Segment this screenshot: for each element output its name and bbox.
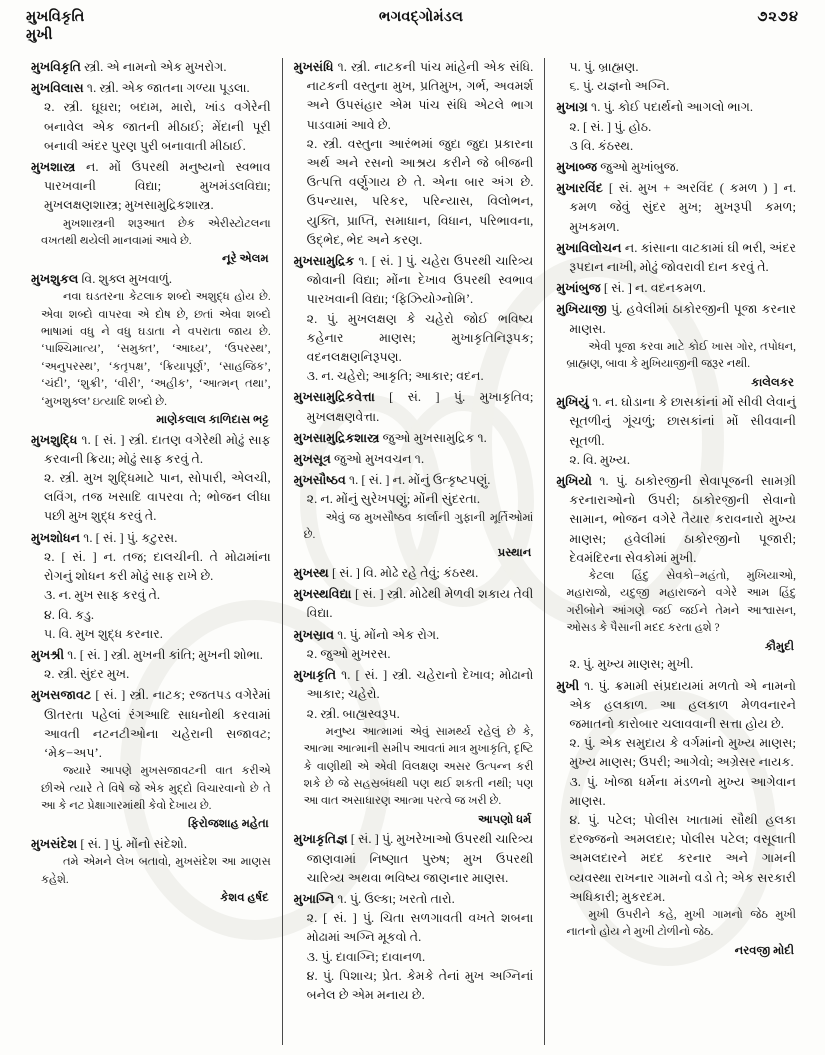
entry-sense-line: ૨. સ્ત્રી. બાહ્યસ્વરૂપ. bbox=[306, 706, 400, 721]
entry-headword-line: મુખી ૧. પું. ક્રમામી સંપ્રદાયમાં મળતો એ નામનો એક હલકાળ. આ હલકાળ મેળવનારને જમાતનો કારોબાર ચલાવવાની સત્તા હોય છે. bbox=[556, 678, 797, 731]
running-head-left-line2: મુખી bbox=[26, 27, 53, 44]
entry-headword-line: મુખશ્રી ૧. [ સં. ] સ્ત્રી. મુખની કાંતિ; મુખની શોભા. bbox=[31, 647, 263, 662]
dictionary-entry bbox=[294, 471, 534, 562]
headword: મુખાવિલોચન bbox=[556, 240, 622, 255]
headword: મુખસ્રાવ bbox=[293, 627, 335, 642]
running-head bbox=[0, 8, 825, 54]
headword: મુખસામુદ્રિક bbox=[293, 254, 355, 269]
headword: મુખાકૃતિજ્ઞ bbox=[293, 832, 348, 847]
dictionary-entry bbox=[294, 388, 534, 426]
running-head-left bbox=[26, 8, 85, 44]
entry-sense-line: ૪. વિ. કડુ. bbox=[44, 607, 95, 622]
entry-citation: એવું જ મુખસૌષ્ઠવ કાર્લાની ગુફાની મૂર્તિઓમાં છે. bbox=[303, 511, 534, 542]
entry-sense-line: ૨. [ સં. ] ન. તજ; દાલચીની. તે મોઢામાંના રોગનું શોધન કરી મોઢું સાફ રાખે છે. bbox=[44, 549, 271, 584]
column-container bbox=[0, 58, 825, 1045]
dictionary-entry bbox=[556, 393, 796, 470]
entry-headword-line: મુખશુદ્ધિ ૧. [ સં. ] સ્ત્રી. દાતણ વગેરેથી મોઢું સાફ કરવાની ક્રિયા; મોઢું સાફ કરવું તે. bbox=[31, 432, 271, 466]
dictionary-entry bbox=[31, 79, 271, 156]
dictionary-entry bbox=[294, 666, 534, 828]
headword: મુખિયો bbox=[556, 474, 592, 489]
headword: મુખસામુદ્રિકશાસ્ત્ર bbox=[293, 430, 380, 445]
entry-sense-line: ૫. પું. બ્રાહ્મણ. bbox=[569, 60, 639, 74]
dictionary-entry bbox=[556, 677, 796, 960]
citation-attribution: પ્રસ્થાન bbox=[497, 546, 532, 560]
headword: મુખિયાજી bbox=[556, 302, 607, 317]
headword: મુખશ્રી bbox=[31, 647, 65, 662]
entry-sense-line: ૩. પું. ખોજા ધર્મના મંડળનો મુખ્ય આગેવાન માણસ. bbox=[569, 774, 797, 808]
entry-sense-line: ૨. પું. મુખલક્ષણ કે ચહેરો જોઈ ભવિષ્ય કહેનાર માણસ; મુખાકૃતિનિરૂપક; વદનલક્ષણનિરૂપણ. bbox=[306, 311, 534, 365]
dictionary-entry bbox=[31, 686, 271, 833]
entry-sense-line: ૨. ન. મોંનું સુરેખપણું; મોંની સુંદરતા. bbox=[306, 492, 480, 507]
citation-attribution: ફિરોજશાહ મહેતા bbox=[188, 817, 269, 831]
dictionary-entry bbox=[31, 835, 271, 907]
entry-citation: કેટલા હિંદુ સેવકો−મહંતો, મુખિયાઓ, મહારાજો, યદુજી મહારાજને વગેરે આમ હિંદુ ગરીબોને આંગણે જઈ જઈને તેમને આશ્વાસન, ઓસડ કે પૈસાની મદદ કરતા હશે ? bbox=[566, 570, 797, 635]
entry-sense-line: ૩. ન. મુખ સાફ કરવું તે. bbox=[44, 588, 161, 603]
entry-sense-line: ૨. વિ. મુખ્ય. bbox=[569, 452, 631, 467]
headword: મુખશુકલ bbox=[31, 272, 79, 287]
entry-citation: મનુષ્ય આત્મામાં એવું સામર્થ્ય રહેલું છે કે, આત્મા આત્માની સમીપ આવતાં માત્ર મુખાકૃતિ, દૃષ્ટિ કે વાણીથી એ એવી વિલક્ષણ અસર ઉત્પન્ન કરી શકે છે જે સહસ્રબંધથી પણ થઈ શકતી નથી; પણ આ વાત અસાધારણ આત્મા પરત્વે જ ખરી છે. bbox=[303, 725, 534, 808]
entry-citation: જ્યારે આપણે મુખસજાવટની વાત કરીએ છીએ ત્યારે તે વિષે જે એક મુદ્દો વિચારવાનો છે તે આ કે નટ પ્રેક્ષાગારમાંથી કેવો દેખાય છે. bbox=[41, 765, 271, 812]
headword: મુખાગ્ર bbox=[556, 100, 588, 115]
entry-headword-line: મુખસંદેશ [ સં. ] પું. મોંનો સંદેશો. bbox=[31, 836, 187, 851]
entry-sense-line: ૪. પું. પટેલ; પોલીસ ખાતામાં સૌથી હલકા દરજ્જનો અમલદાર; પોલીસ પટેલ; વસૂલાતી અમલદારને મદદ કરનાર અને ગામની વ્યવસ્થા રાખનાર ગામનો વડો તે; એક સરકારી અધિકારી; મુકરદમ. bbox=[569, 812, 797, 904]
dictionary-entry bbox=[556, 472, 796, 674]
headword: મુખારવિંદ bbox=[556, 181, 603, 196]
headword: મુખાકૃતિ bbox=[293, 668, 337, 683]
headword: મુખસજાવટ bbox=[31, 688, 92, 703]
dictionary-entry bbox=[31, 529, 271, 644]
citation-attribution: કૌમુદી bbox=[764, 639, 795, 653]
headword: મુખસૂત્ર bbox=[293, 452, 331, 467]
entry-sense-line: ૨. [ સં. ] પું. ચિતા સળગાવતી વખતે શબના મોઢામાં અગ્નિ મૂકવો તે. bbox=[306, 911, 534, 945]
headword: મુખાંબુજ bbox=[556, 281, 601, 296]
dictionary-entry bbox=[294, 252, 534, 386]
dictionary-entry bbox=[31, 270, 271, 429]
dictionary-entry bbox=[294, 585, 534, 623]
running-head-title: ભગવદ્ગોમંડલ bbox=[378, 9, 464, 25]
entry-headword-line: મુખિયો ૧. પું. ઠાકોરજીની સેવાપૂજની સામગ્રી કરનારાઓનો ઉપરી; ઠાકોરજીની સેવાનો સામાન, ભોજન વગેરે તૈયાર કરાવનારો મુખ્ય માણસ; હવેલીમાં ઠાકોરજીનો પૂજારી; દેવમંદિરના સેવકોમાં મુખી. bbox=[556, 474, 797, 565]
text-column-1 bbox=[20, 58, 282, 1045]
entry-sense-line: ૫. વિ. મુખ શુદ્ધ કરનાર. bbox=[44, 626, 163, 641]
citation-attribution: આપણો ધર્મ bbox=[478, 812, 532, 826]
dictionary-entry bbox=[31, 58, 271, 77]
entry-headword-line: મુખસામુદ્રિકશાસ્ત્ર જુઓ મુખસામુદ્રિક ૧. bbox=[293, 430, 487, 445]
entry-headword-line: મુખશાસ્ત્ર ન. મોં ઉપરથી મનુષ્યનો સ્વભાવ પારખવાની વિદ્યા; મુખમંડલવિદ્યા; મુખલક્ષણશાસ્ત્ર; મુખસામુદ્રિકશાસ્ત્ર. bbox=[31, 160, 271, 213]
dictionary-entry bbox=[294, 626, 534, 664]
running-head-left-line1: મુખવિકૃતિ bbox=[26, 9, 85, 25]
headword: મુખશોધન bbox=[31, 530, 81, 545]
dictionary-entry bbox=[556, 279, 796, 298]
entry-citation: નવા ઘડતરના કેટલાક શબ્દો અશુદ્ધ હોય છે. એવા શબ્દો વાપરવા એ દોષ છે, છતાં એવા શબ્દો ભાષામાં વધુ ને વધુ ઘડાતા ને વપરાતા જાય છે. ‘પાશ્ચિમાત્ય’, ‘સમુક્ત’, ‘આઘ્ય’, ‘ઉપરસ્થ’, ‘અનુપરસ્થ’, ‘કતૃપક્ષ’, ‘ક્રિયાપૂર્ણ’, ‘સાહજિક’, ‘ચંદી’, ‘શુક્રી’, ‘વીરી’, ‘અહીક’, ‘આત્મન્ તથા’, ‘મુખશુક્લ’ ઇત્યાદિ શબ્દો છે. bbox=[41, 291, 271, 408]
entry-headword-line: મુખાવિલોચન ન. કાંસાના વાટકામાં ઘી ભરી, અંદર રૂપદાન નાખી, મોઢું જોવરાવી દાન કરવું તે. bbox=[556, 240, 797, 275]
entry-headword-line: મુખાંબુજ [ સં. ] ન. વદનકમળ. bbox=[556, 281, 706, 296]
headword: મુખસૌષ્ઠવ bbox=[293, 473, 346, 488]
entry-sense-line: ૩ વિ. કંઠસ્થ. bbox=[569, 138, 634, 153]
entry-headword-line: મુખસંધિ ૧. સ્ત્રી. નાટકની પાંચ માંહેની એક સંધિ. નાટકની વસ્તુના મુખ, પ્રતિમુખ, ગર્ભ, અવમર્શ અને ઉપસંહાર એમ પાંચ સંધિ એટલે ભાગ પાડવામાં આવે છે. bbox=[293, 60, 534, 132]
dictionary-entry bbox=[31, 646, 271, 684]
entry-headword-line: મુખશુકલ વિ. શુક્લ મુખવાળું. bbox=[31, 272, 172, 287]
headword: મુખસ્થ bbox=[293, 566, 329, 581]
dictionary-entry bbox=[294, 429, 534, 448]
entry-headword-line: મુખારવિંદ [ સં. મુખ + અરવિંદ ( કમળ ) ] ન. કમળ જેવું સુંદર મુખ; મુખરૂપી કમળ; મુખકમળ. bbox=[556, 181, 797, 234]
headword: મુખશાસ્ત્ર bbox=[31, 160, 76, 175]
headword: મુખસામુદ્રિકવેત્તા bbox=[293, 390, 375, 405]
dictionary-entry bbox=[556, 179, 796, 237]
headword: મુખસ્થવિદ્યા bbox=[293, 587, 352, 602]
entry-headword-line: મુખસામુદ્રિકવેત્તા [ સં. ] પું. મુખાકૃતિવ; મુખલક્ષણવેત્તા. bbox=[293, 390, 534, 424]
entry-sense-line: ૨. સ્ત્રી. વસ્તુના આરંભમાં જુદા જુદા પ્રકારના અર્થ અને રસનો આશ્રય કરીને જે બીજની ઉત્પત્તિ વર્ણુગાય છે તે. એના બાર અંગ છે. ઉપન્યાસ, પરિકર, પરિન્યાસ, વિલોભન, યુક્તિ, પ્રાપ્તિ, સમાધાન, વિધાન, પરિભાવના, ઉદ્ભેદ, ભેદ અને કરણ. bbox=[306, 136, 534, 247]
citation-attribution: કાલેલકર bbox=[751, 375, 795, 389]
entry-sense-line: ૨. સ્ત્રી. સુંદર મુખ. bbox=[44, 667, 130, 682]
entry-headword-line: મુખસામુદ્રિક ૧. [ સં. ] પું. ચહેરા ઉપરથી ચારિત્ર્ય જોવાની વિદ્યા; મોંના દેખાવ ઉપરથી સ્વભાવ પારખવાની વિદ્યા; ‘ફિઝિયોગ્નોમિ’. bbox=[293, 254, 534, 307]
entry-sense-line: ૨. [ સં. ] પું. હોઠ. bbox=[569, 119, 652, 134]
entry-headword-line: મુખવિકૃતિ સ્ત્રી. એ નામનો એક મુખરોગ. bbox=[31, 60, 227, 74]
headword: મુખસંદેશ bbox=[31, 836, 78, 851]
headword: મુખાગ્નિ bbox=[293, 891, 335, 906]
entry-headword-line: મુખસજાવટ [ સં. ] સ્ત્રી. નાટક; રજતપડ વગેરેમાં ઊતરતા પહેલાં રંગઆદિ સાધનોથી કરવામાં આવતી નટનટીઓના ચહેરાની સજાવટ; ‘મેક−અપ’. bbox=[31, 688, 271, 760]
entry-sense-line: ૨. પું. એક સમુદાય કે વર્ગમાંનો મુખ્ય માણસ; મુખ્ય માણસ; ઉપરી; આગેવો; અગ્રેસર નાયક. bbox=[569, 736, 797, 770]
entry-sense-line: ૩. પું. દાવાગ્નિ; દાવાનળ. bbox=[306, 949, 426, 964]
entry-headword-line: મુખાકૃતિજ્ઞ [ સં. ] પું. મુખરેખાઓ ઉપરથી ચારિત્ર્ય જાણવામાં નિષ્ણાત પુરુષ; મુખ ઉપરથી ચારિત્ર્ય અથવા ભવિષ્ય જાણનાર માણસ. bbox=[293, 832, 534, 885]
entry-sense-line: ૨. સ્ત્રી. ઘૂઘરા; બદામ, મારો, ખાંડ વગેરેની બનાવેલ એક જાતની મીઠાઈ; મેંદાની પૂરી બનાવી અંદર પુરણ પુરી બનાવાતી મીઠાઈ. bbox=[44, 100, 271, 153]
dictionary-entry bbox=[556, 300, 796, 391]
citation-attribution: કેશવ હર્ષદ bbox=[220, 890, 269, 904]
entry-citation: મુખી ઉપરીને કહે, મુખી ગામનો જેઠ મુખી નાતનો હોય ને મુખી ટોળીનો જેઠ. bbox=[566, 908, 797, 939]
entry-citation: તમે એમને લેખ બતાવો, મુખસંદેશ આ માણસ કહેશે. bbox=[41, 856, 271, 886]
headword: મુખાબ્જ bbox=[556, 160, 598, 175]
entry-headword-line: મુખસૂત્ર જુઓ મુખવચન ૧. bbox=[293, 452, 425, 467]
entry-sense-line: ૨. સ્ત્રી. મુખ શુદ્ધિમાટે પાન, સોપારી, એલચી, લવિંગ, તજ ખસાદિ વાપરવા તે; ભોજન લીધા પછી મુખ શુદ્ધ કરવું તે. bbox=[44, 471, 271, 524]
entry-headword-line: મુખાકૃતિ ૧. [ સં. ] સ્ત્રી. ચહેરાનો દેખાવ; મોઢાનો આકાર; ચહેરો. bbox=[293, 668, 534, 702]
dictionary-entry bbox=[294, 450, 534, 469]
entry-headword-line: મુખાગ્ર ૧. પું. કોઈ પદાર્થનો આગલો ભાગ. bbox=[556, 100, 754, 115]
headword: મુખવિકૃતિ bbox=[31, 60, 82, 74]
entry-headword-line: મુખશોધન ૧. [ સં. ] પું. કટુરસ. bbox=[31, 530, 178, 545]
entry-headword-line: મુખસૌષ્ઠવ ૧. [ સં. ] ન. મોંનું ઉત્કૃષ્ટપણું. bbox=[293, 473, 491, 488]
entry-headword-line: મુખસ્રાવ ૧. પું. મોંનો એક રોગ. bbox=[293, 627, 440, 642]
dictionary-entry bbox=[556, 58, 796, 96]
citation-attribution: નૂરે એલમ bbox=[221, 252, 269, 266]
entry-headword-line: મુખાગ્નિ ૧. પું. ઉલ્કા; ખરતો તારો. bbox=[293, 891, 455, 906]
dictionary-entry bbox=[294, 830, 534, 888]
entry-citation: એવી પૂજા કરવા માટે કોઈ ખાસ ગોર, તપોધન, બ્રાહ્મણ, બાવા કે મુખિયાજીની જરૂર નથી. bbox=[566, 340, 797, 371]
entry-citation: મુખશાસ્ત્રની શરૂઆત છેક એરીસ્ટોટલના વખતથી થયેલી માનવામાં આવે છે. bbox=[41, 217, 271, 248]
text-column-2 bbox=[282, 58, 545, 1045]
dictionary-entry bbox=[294, 890, 534, 1005]
citation-attribution: નરવજી મોદી bbox=[734, 943, 795, 957]
text-column-3 bbox=[544, 58, 807, 1045]
entry-headword-line: મુખસ્થ [ સં. ] વિ. મોઢે રહે તેવું; કંઠસ્થ. bbox=[293, 566, 479, 581]
dictionary-entry bbox=[294, 58, 534, 250]
entry-headword-line: મુખવિલાસ ૧. સ્ત્રી. એક જાતના ગળ્યા પૂડલા. bbox=[31, 81, 250, 96]
entry-headword-line: મુખસ્થવિદ્યા [ સં. ] સ્ત્રી. મોઢેથી મેળવી શકાય તેવી વિદ્યા. bbox=[293, 587, 534, 621]
dictionary-entry bbox=[556, 98, 796, 156]
page-number: ૭૨૭૪ bbox=[757, 9, 799, 25]
entry-sense-line: ૨. પું. મુખ્ય માણસ; મુખી. bbox=[569, 657, 694, 672]
headword: મુખિયું bbox=[556, 395, 589, 410]
dictionary-entry bbox=[31, 431, 271, 527]
headword: મુખી bbox=[556, 678, 580, 693]
entry-headword-line: મુખાબ્જ જુઓ મુખાંબુજ. bbox=[556, 160, 679, 175]
citation-attribution: માણેકલાલ કાળિદાસ ભટ્ટ bbox=[156, 413, 269, 427]
dictionary-entry bbox=[31, 158, 271, 268]
entry-sense-line: ૨. જુઓ મુખરસ. bbox=[306, 646, 391, 661]
dictionary-entry bbox=[556, 158, 796, 177]
entry-sense-line: ૬. પું. યજ્ઞનો અગ્નિ. bbox=[569, 79, 670, 94]
entry-headword-line: મુખિયું ૧. ન. ઘોડાના કે છાસકાંનાં મોં સીવી લેવાનું સૂતળીનું ગૂંચળું; છાસકાંનાં મોં સીવવાની સૂતળી. bbox=[556, 395, 797, 448]
headword: મુખસંધિ bbox=[293, 60, 334, 74]
entry-headword-line: મુખિયાજી પું. હવેલીમાં ઠાકોરજીની પૂજા કરનાર માણસ. bbox=[556, 302, 797, 336]
headword: મુખશુદ્ધિ bbox=[31, 432, 78, 447]
entry-sense-line: ૩. ન. ચહેરો; આકૃતિ; આકાર; વદન. bbox=[306, 369, 484, 384]
dictionary-entry bbox=[556, 239, 796, 277]
entry-sense-line: ૪. પું. પિશાચ; પ્રેત. કેમકે તેનાં મુખ અગ્નિનાં બનેલ છે એમ મનાય છે. bbox=[306, 968, 534, 1002]
headword: મુખવિલાસ bbox=[31, 81, 84, 96]
dictionary-entry bbox=[294, 564, 534, 583]
